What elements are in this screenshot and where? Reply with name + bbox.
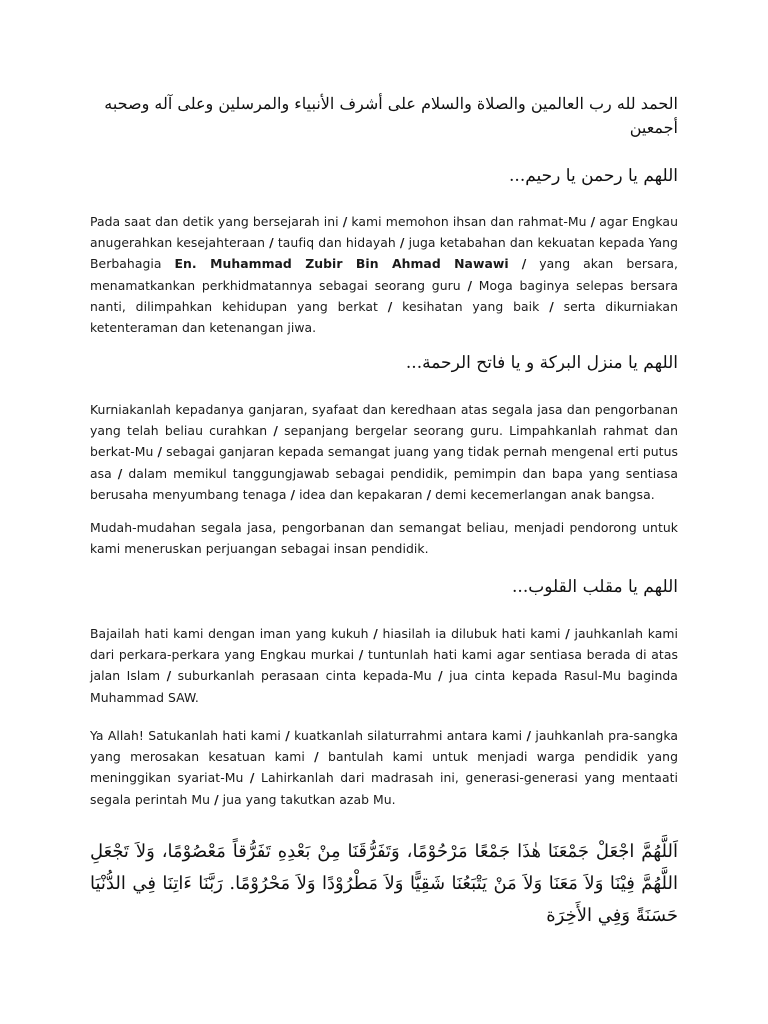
para2-seg-4: idea dan kepakaran <box>299 486 423 502</box>
separator: / <box>166 668 172 684</box>
para1-seg-3: taufiq dan hidayah <box>277 235 396 251</box>
para1-seg-0: Pada saat dan detik yang bersejarah ini <box>90 214 339 229</box>
arabic-heading-2: اللهم يا منزل البركة و يا فاتح الرحمة... <box>405 353 678 373</box>
para2-seg-3: dalam memikul tanggungjawab sebagai pendidik, pemimpin dan bapa yang sentiasa berusaha menyumbang tenaga <box>90 465 678 502</box>
paragraph-3: Mudah-mudahan segala jasa, pengorbanan dan semangat beliau, menjadi pendorong untuk kami meneruskan perjuangan sebagai insan pendidik. <box>90 520 678 557</box>
para4-seg-1: hiasilah ia dilubuk hati kami <box>382 626 561 641</box>
separator: / <box>399 235 405 251</box>
para1-seg-2: agar Engkau anugerahkan kesejahteraan <box>90 214 678 251</box>
paragraph-1 <box>90 211 678 338</box>
separator: / <box>467 277 473 293</box>
para5-seg-3: bantulah kami untuk menjadi warga pendidik yang meninggikan syariat-Mu <box>90 749 678 786</box>
para5-seg-4: Lahirkanlah dari madrasah ini, generasi-generasi yang mentaati segala perintah Mu <box>90 770 678 807</box>
para5-seg-1: kuatkanlah silaturrahmi antara kami <box>294 728 523 743</box>
separator: / <box>521 256 527 272</box>
arabic-heading-3: اللهم يا مقلب القلوب... <box>512 577 678 597</box>
paragraph-2 <box>90 399 678 505</box>
separator: / <box>290 486 296 502</box>
document-page <box>90 0 678 1024</box>
para1-seg-8: serta dikurniakan ketenteraman dan ketenangan jiwa. <box>90 298 678 336</box>
para5-seg-5: jua yang takutkan azab Mu. <box>222 791 396 807</box>
para2-seg-0: Kurniakanlah kepadanya ganjaran, syafaat dan keredhaan atas segala jasa dan pengorbanan yang telah beliau curahkan <box>90 402 678 439</box>
arabic-closing-prayer: اَللَّهُمَّ اجْعَلْ جَمْعَنَا هٰذَا جَمْعًا مَرْحُوْمًا، وَتَفَرُّقَنَا مِنْ بَعْدِهِ تَفَرُّقاً مَعْصُوْمًا، وَلاَ تَجْعَلِ اللَّهُمَّ فِيْنَا وَلاَ مَعَنَا وَلاَ مَنْ يَتْبَعُنَا شَقِيًّا وَلاَ مَطْرُوْدًا وَلاَ مَحْرُوْمًا. رَبَّنَا ءَاتِنَا فِي الدُّنْيَا حَسَنَةً وَفِي الأَخِرَة <box>90 841 678 926</box>
para2-seg-2: sebagai ganjaran kepada semangat juang yang tidak pernah mengenal erti putus asa <box>90 444 678 481</box>
para2-seg-5: demi kecemerlangan anak bangsa. <box>435 486 655 502</box>
separator: / <box>426 486 432 502</box>
honoree-name: En. Muhammad Zubir Bin Ahmad Nawawi <box>174 256 509 272</box>
separator: / <box>438 668 443 684</box>
para4-seg-4: suburkanlah perasaan cinta kepada-Mu <box>177 668 432 684</box>
para5-seg-2: jauhkanlah pra-sangka yang merosakan kesatuan kami <box>90 728 678 765</box>
para2-seg-1: sepanjang bergelar seorang guru. Limpahkanlah rahmat dan berkat-Mu <box>90 423 678 460</box>
para1-seg-7: kesihatan yang baik <box>402 298 540 314</box>
separator: / <box>269 235 274 251</box>
para1-seg-6: Moga baginya selepas bersara nanti, dilimpahkan kehidupan yang berkat <box>90 277 678 314</box>
separator: / <box>214 791 219 807</box>
separator: / <box>358 647 364 663</box>
separator: / <box>590 214 596 229</box>
paragraph-5 <box>90 725 678 810</box>
separator: / <box>565 626 570 641</box>
separator: / <box>273 423 278 439</box>
separator: / <box>549 298 554 314</box>
arabic-heading-1: اللهم يا رحمن يا رحيم... <box>509 166 678 186</box>
separator: / <box>249 770 255 786</box>
separator: / <box>285 728 290 743</box>
separator: / <box>526 728 532 743</box>
separator: / <box>117 465 123 481</box>
paragraph-4 <box>90 623 678 708</box>
arabic-opening-praise: الحمد لله رب العالمين والصلاة والسلام على أشرف الأنبياء والمرسلين وعلى آله وصحبه أجمعين <box>104 94 678 137</box>
separator: / <box>314 749 319 765</box>
para5-seg-0: Ya Allah! Satukanlah hati kami <box>90 728 281 743</box>
separator: / <box>342 214 348 229</box>
para1-seg-5: yang akan bersara, menamatkankan perkhidmatannya sebagai seorang guru <box>90 256 678 293</box>
para1-seg-1: kami memohon ihsan dan rahmat-Mu <box>351 214 587 229</box>
separator: / <box>157 444 163 460</box>
para4-seg-5: jua cinta kepada Rasul-Mu baginda Muhammad SAW. <box>90 668 678 705</box>
para4-seg-3: tuntunlah hati kami agar sentiasa berada di atas jalan Islam <box>90 647 678 684</box>
para4-seg-2: jauhkanlah kami dari perkara-perkara yang Engkau murkai <box>90 626 678 663</box>
separator: / <box>373 626 378 641</box>
para1-seg-4: juga ketabahan dan kekuatan kepada Yang Berbahagia <box>90 235 678 272</box>
para4-seg-0: Bajailah hati kami dengan iman yang kukuh <box>90 626 369 641</box>
separator: / <box>387 298 393 314</box>
